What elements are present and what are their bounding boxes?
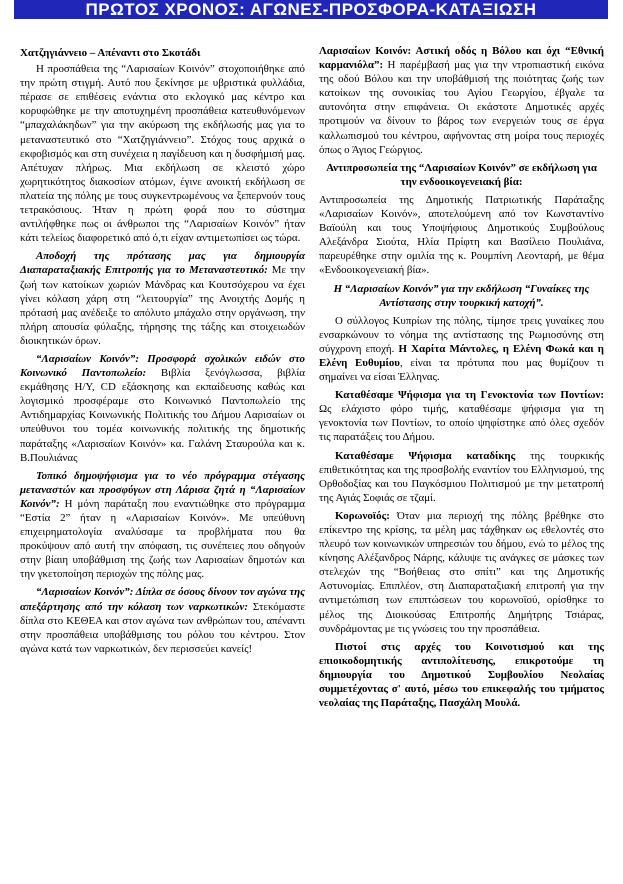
section	[20, 249, 305, 348]
section-heading: Αποδοχή της πρότασης μας για δημιουργία Διαπαραταξιακής Επιτροπής για το Μεταναστευτικό:	[20, 250, 305, 277]
left-column	[20, 46, 305, 660]
section	[20, 469, 305, 582]
section-body: Στεκόμαστε δίπλα στο ΚΕΘΕΑ και στον αγώνα των ανθρώπων του, απέναντι στην προσπάθεια υποβάθμισης του ρόλου του κέντρου. Στον αγώνα κατά των ναρκωτικών, δεν περισσεύει κανείς!	[20, 600, 306, 655]
section-body: Η μόνη παράταξη που εναντιώθηκε στο πρόγραμμα “Εστία 2” ήταν η «Λαρισαίων Κοινόν». Με υπεύθυνη επιχειρηματολογία αναλύσαμε τα προβλήματα που θα προκύψουν από αυτή την απόφαση, τις συνέπειες που οδηγούν στην βίαιη υποβάθμιση της ζωής των Λαρισαίων δημοτών και την γκετοποίηση περιοχών της πόλης μας.	[20, 497, 305, 581]
section-body: Με την ζωή των κατοίκων χωριών Μάνδρας και Κουτσόχερου να έχει γίνει κόλαση χάρη στη “λειτουργία” της Ανοιχτής Δομής η πρότασή μας ανέδειξε το απόλυτο μπάχαλο στην οργάνωση, την πλήρη απουσία φύλαξης, τήρησης της τάξης και στοιχειωδών διοικητικών όρων.	[20, 264, 305, 347]
section-body: Η παρέμβασή μας για την ντροπιαστική εικόνα της οδού Βόλου και την υποβάθμισή της ποιότητας ζωής των κατοίκων της συνοικίας του Αγίου Γεωργίου, έβγαλε τα αυτονόητα στην επιφάνεια. Οι εκάστοτε Δημοτικές αρχές προτιμούν να δίνουν το βάρος των ενεργειών τους σε έργα καλλωπισμού του κέντρου, αφήνοντας στη μοίρα τους περιοχές όπως ο Άγιος Γεώργιος.	[319, 59, 604, 156]
section-heading: Λαρισαίων Κοινόν: Αστική οδός η Βόλου και όχι “Εθνική καρμανιόλα”:	[319, 45, 604, 72]
page-banner: ΠΡΩΤΟΣ ΧΡΟΝΟΣ: ΑΓΩΝΕΣ-ΠΡΟΣΦΟΡΑ-ΚΑΤΑΞΙΩΣΗ	[14, 0, 608, 19]
closing-statement: Πιστοί στις αρχές του Κοινοτισμού και της επιοικοδομητικής αντιπολίτευσης, επικροτούμε τη δημιουργία του Δημοτικού Συμβουλίου Νεολαίας συμμετέχοντας σ' αυτό, μέσω του επικεφαλής του τμήματος νεολαίας της Παράταξης, Πασχάλη Μουλά.	[319, 640, 604, 710]
section-body: Η προσπάθεια της “Λαρισαίων Κοινόν” στοχοποιήθηκε από την πρώτη στιγμή. Αυτό που ξεκίνησε με υβριστικά φυλλάδια, πέρασε σε επιθέσεις ενάντια στο εκλογικό μας κέντρο και κορυφώθηκε με την αποτυχημένη προσπάθεια κατευθυνόμενων “μπαχαλάκηδων” για την ακύρωση της εκδήλωσής μας για το μεταναστευτικό στο “Χατζηγιάννειο”. Στόχος τους αρχικά ο εκφοβισμός και στη συνέχεια η παγίδευση και η δυσφήμισή μας. Απέτυχαν πλήρως. Μια εκδήλωση σε κλειστό χώρο χωρητικότητος διακοσίων ατόμων, έγινε ανοικτή εκδήλωση σε πλατεία της πόλης με τους συγκεντρωμένους να ξεπερνούν τους τετρακόσιους. Ήταν η πρώτη φορά που το σύστημα αντιλήφθηκε πως οι άνθρωποι της “Λαρισαίων Κοινόν” ήταν κάτι τελείως διαφορετικό από ό,τι είχαν αντιμετωπίσει ως τώρα.	[20, 63, 305, 245]
section-heading: Τοπικό δημοψήφισμα για το νέο πρόγραμμα στέγασης μεταναστών και προσφύγων στη Λάρισα ζητά η “Λαρισαίων Κοινόν”:	[20, 469, 305, 510]
section	[319, 44, 604, 157]
section-body: Αντιπροσωπεία της Δημοτικής Πατριωτικής Παράταξης «Λαρισαίων Κοινόν», αποτελούμενη από τον Κωνσταντίνο Βαϊούλη και τους Υποψήφιους Δημοτικούς Συμβούλους Αλεξάνδρα Σιούτα, Ηλία Πρίφτη και Βασίλειο Πουλιάνα, παρευρέθηκε στην ομιλία της κ. Ρουμπίνη Λεονταρή, με θέμα «Ενδοοικογενειακή βία».	[319, 193, 604, 277]
right-column	[319, 44, 604, 714]
section-heading: Η “Λαρισαίων Κοινόν” για την εκδήλωση “Γυναίκες της Αντίστασης στην τουρκική κατοχή”.	[333, 282, 590, 309]
section-body	[319, 314, 604, 384]
body-text: , είναι τα πρότυπα που μας θυμίζουν τι σημαίνει να είσαι Έλληνας.	[319, 356, 604, 384]
section-heading: Καταθέσαμε Ψήφισμα για τη Γενοκτονία των Ποντίων:	[335, 389, 604, 402]
section	[319, 388, 604, 444]
section-heading: Κορωνοϊός:	[335, 509, 390, 522]
body-text: Ο σύλλογος Κυπρίων της πόλης, τίμησε τρεις γυναίκες που ενσαρκώνουν το νόημα της αντίστασης της Ρωμιοσύνης στη σύγχρονη εποχή.	[319, 314, 604, 355]
section-heading: “Λαρισαίων Κοινόν”: Προσφορά σχολικών ειδών στο Κοινωνικό Παντοπωλείο:	[20, 352, 305, 380]
section-body: Βιβλία ξενόγλωσσα, βιβλία εκμάθησης Η/Υ, CD εξάσκησης και εκπαίδευσης καθώς και λογισμικό προσφέραμε στο Κοινωνικό Παντοπωλείο της Αντιδημαρχίας Κοινωνικής Πολιτικής του Δήμου Λαρισαίων οι υπεύθυνοι του τομέα κοινωνικής πολιτικής της δημοτικής παράταξης «Λαρισαίων Κοινόν» κα. Γαλάνη Σταυρούλα και κ. Β.Πουλιάνας	[20, 367, 305, 464]
section-heading: Αντιπροσωπεία της “Λαρισαίων Κοινόν” σε εκδήλωση για την ενδοοικογενειακή βία:	[326, 161, 597, 188]
section-body: Ως ελάχιστο φόρο τιμής, καταθέσαμε ψήφισμα για τη γενοκτονία των Ποντίων, το οποίο ψηφίστηκε από όλες σχεδόν τις παρατάξεις του Δήμου.	[319, 403, 604, 444]
section	[319, 509, 604, 636]
section	[20, 585, 305, 655]
honorees-names: Η Χαρίτα Μάντολες, η Ελένη Φωκά και η Ελένη Ευθυμίου	[319, 342, 604, 369]
section-body: της τουρκικής επιθετικότητας και της προσβολής εναντίον του Ελληνισμού, της Ορθοδοξίας και του Παγκόσμιου Πολιτισμού με την μετατροπή της Αγιάς Σοφιάς σε τζαμί.	[319, 449, 604, 504]
section-body: Όταν μια περιοχή της πόλης βρέθηκε στο επίκεντρο της κρίσης, τα μέλη μας τάχθηκαν ως εθελοντές στο πλευρό των κοινωνικών υπηρεσιών του δήμου, ενώ το μέλος της κίνησης Αλέξανδρος Νάρης, κάλυψε τις ανάγκες σε μάσκες των στελεχών της “Βοήθειας στο σπίτι” και της Δημοτικής Αστυνομίας. Επιπλέον, στη Διαπαραταξιακή επιτροπή για την αντιμετώπιση των επιπτώσεων του κορωνοϊού, ορίσθηκε το μέλος της Διοικούσας Επιτροπής Δημήτρης Τσιάρας, συνδράμοντας με τις γνώσεις του την προσπάθεια.	[319, 509, 604, 635]
section	[319, 449, 604, 505]
section-title: Χατζηγιάννειο – Απέναντι στο Σκοτάδι	[20, 47, 201, 59]
section-heading: Καταθέσαμε Ψήφισμα καταδίκης	[335, 449, 516, 462]
section-heading: “Λαρισαίων Κοινόν”: Δίπλα σε όσους δίνουν τον αγώνα της απεξάρτησης από την κόλαση των ναρκωτικών:	[20, 586, 305, 613]
section	[20, 352, 305, 465]
